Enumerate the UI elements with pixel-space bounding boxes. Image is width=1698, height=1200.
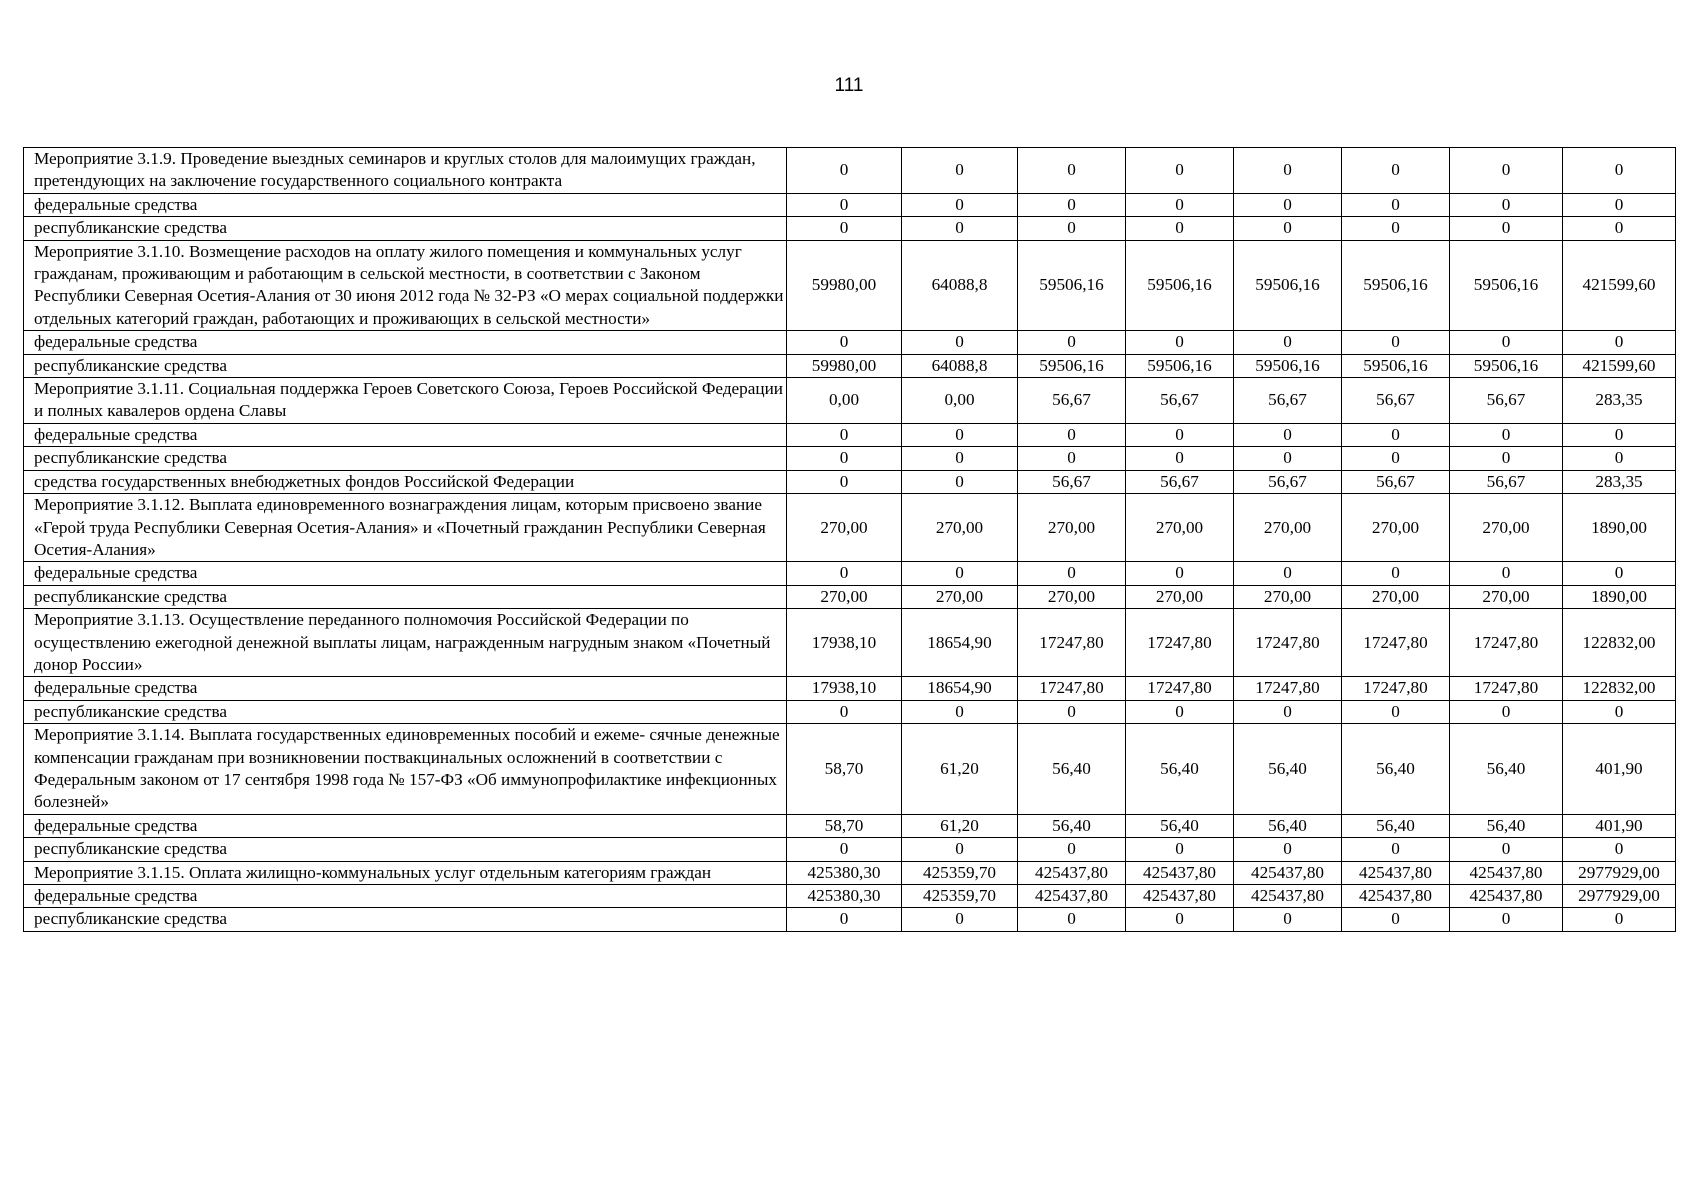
value-cell-col-6: 0: [1342, 193, 1450, 216]
value-cell-col-5: 0: [1234, 148, 1342, 194]
row-label: Мероприятие 3.1.9. Проведение выездных семинаров и круглых столов для малоимущих граждан, претендующих на заключение государственного социального контракта: [24, 148, 787, 194]
table-row: [24, 494, 1676, 562]
value-cell-col-2: 0: [902, 331, 1018, 354]
value-cell-col-8: 0: [1563, 423, 1676, 446]
value-cell-col-2: 425359,70: [902, 885, 1018, 908]
value-cell-col-2: 0,00: [902, 378, 1018, 424]
value-cell-col-1: 0: [787, 331, 902, 354]
row-label: Мероприятие 3.1.15. Оплата жилищно-коммунальных услуг отдельным категориям граждан: [24, 861, 787, 884]
value-cell-col-5: 56,67: [1234, 378, 1342, 424]
value-cell-col-7: 56,67: [1450, 470, 1563, 493]
value-cell-col-1: 0: [787, 193, 902, 216]
value-cell-col-1: 0: [787, 908, 902, 931]
value-cell-col-1: 58,70: [787, 814, 902, 837]
value-cell-col-2: 0: [902, 700, 1018, 723]
value-cell-col-4: 0: [1126, 217, 1234, 240]
table-row: [24, 447, 1676, 470]
value-cell-col-3: 56,40: [1018, 814, 1126, 837]
value-cell-col-8: 0: [1563, 217, 1676, 240]
value-cell-col-5: 56,40: [1234, 814, 1342, 837]
value-cell-col-7: 0: [1450, 423, 1563, 446]
value-cell-col-2: 0: [902, 148, 1018, 194]
value-cell-col-5: 59506,16: [1234, 354, 1342, 377]
value-cell-col-6: 0: [1342, 838, 1450, 861]
table-row: [24, 677, 1676, 700]
value-cell-col-1: 270,00: [787, 585, 902, 608]
row-label: Мероприятие 3.1.10. Возмещение расходов на оплату жилого помещения и коммунальных услуг гражданам, проживающим и работающим в сельской местности, в соответствии с Законом Республики Северная Осетия-Алания от 30 июня 2012 года № 32-РЗ «О мерах социальной поддержки отдельных категорий граждан, работающих и проживающих в сельской местности»: [24, 240, 787, 331]
table-row: [24, 331, 1676, 354]
value-cell-col-8: 421599,60: [1563, 240, 1676, 331]
value-cell-col-4: 0: [1126, 908, 1234, 931]
value-cell-col-8: 0: [1563, 148, 1676, 194]
row-label: федеральные средства: [24, 331, 787, 354]
value-cell-col-5: 0: [1234, 217, 1342, 240]
value-cell-col-4: 56,67: [1126, 470, 1234, 493]
row-label: республиканские средства: [24, 447, 787, 470]
value-cell-col-3: 56,40: [1018, 724, 1126, 815]
table-row: [24, 562, 1676, 585]
value-cell-col-4: 270,00: [1126, 494, 1234, 562]
value-cell-col-1: 0: [787, 217, 902, 240]
table-row: [24, 908, 1676, 931]
row-label: федеральные средства: [24, 814, 787, 837]
value-cell-col-8: 1890,00: [1563, 494, 1676, 562]
value-cell-col-6: 270,00: [1342, 585, 1450, 608]
value-cell-col-7: 56,40: [1450, 724, 1563, 815]
value-cell-col-3: 270,00: [1018, 585, 1126, 608]
value-cell-col-3: 59506,16: [1018, 354, 1126, 377]
value-cell-col-5: 0: [1234, 447, 1342, 470]
value-cell-col-5: 0: [1234, 423, 1342, 446]
row-label: республиканские средства: [24, 700, 787, 723]
value-cell-col-4: 56,40: [1126, 724, 1234, 815]
row-label: федеральные средства: [24, 562, 787, 585]
value-cell-col-3: 59506,16: [1018, 240, 1126, 331]
value-cell-col-7: 59506,16: [1450, 240, 1563, 331]
table-row: [24, 378, 1676, 424]
value-cell-col-1: 58,70: [787, 724, 902, 815]
value-cell-col-1: 425380,30: [787, 885, 902, 908]
row-label: Мероприятие 3.1.11. Социальная поддержка Героев Советского Союза, Героев Российской Федерации и полных кавалеров ордена Славы: [24, 378, 787, 424]
value-cell-col-1: 0: [787, 470, 902, 493]
value-cell-col-4: 425437,80: [1126, 861, 1234, 884]
value-cell-col-3: 270,00: [1018, 494, 1126, 562]
value-cell-col-2: 64088,8: [902, 240, 1018, 331]
value-cell-col-8: 122832,00: [1563, 677, 1676, 700]
value-cell-col-6: 56,40: [1342, 814, 1450, 837]
table-row: [24, 423, 1676, 446]
row-label: республиканские средства: [24, 908, 787, 931]
value-cell-col-6: 0: [1342, 217, 1450, 240]
value-cell-col-8: 2977929,00: [1563, 885, 1676, 908]
value-cell-col-2: 0: [902, 908, 1018, 931]
value-cell-col-7: 56,67: [1450, 378, 1563, 424]
value-cell-col-8: 0: [1563, 908, 1676, 931]
value-cell-col-3: 0: [1018, 908, 1126, 931]
value-cell-col-7: 270,00: [1450, 585, 1563, 608]
value-cell-col-6: 0: [1342, 423, 1450, 446]
value-cell-col-3: 17247,80: [1018, 609, 1126, 677]
table-row: [24, 585, 1676, 608]
value-cell-col-3: 425437,80: [1018, 861, 1126, 884]
value-cell-col-3: 0: [1018, 562, 1126, 585]
value-cell-col-3: 0: [1018, 447, 1126, 470]
table-row: [24, 814, 1676, 837]
table-row: [24, 700, 1676, 723]
value-cell-col-7: 0: [1450, 908, 1563, 931]
value-cell-col-5: 270,00: [1234, 494, 1342, 562]
table-row: [24, 148, 1676, 194]
budget-table: [23, 147, 1676, 932]
value-cell-col-4: 0: [1126, 447, 1234, 470]
row-label: республиканские средства: [24, 217, 787, 240]
value-cell-col-7: 0: [1450, 700, 1563, 723]
value-cell-col-7: 425437,80: [1450, 885, 1563, 908]
value-cell-col-6: 0: [1342, 700, 1450, 723]
value-cell-col-3: 0: [1018, 838, 1126, 861]
value-cell-col-6: 56,40: [1342, 724, 1450, 815]
value-cell-col-8: 401,90: [1563, 814, 1676, 837]
value-cell-col-6: 425437,80: [1342, 885, 1450, 908]
value-cell-col-2: 61,20: [902, 814, 1018, 837]
value-cell-col-5: 270,00: [1234, 585, 1342, 608]
value-cell-col-1: 0: [787, 838, 902, 861]
value-cell-col-6: 0: [1342, 908, 1450, 931]
value-cell-col-6: 270,00: [1342, 494, 1450, 562]
row-label: федеральные средства: [24, 677, 787, 700]
value-cell-col-5: 17247,80: [1234, 677, 1342, 700]
value-cell-col-6: 17247,80: [1342, 677, 1450, 700]
value-cell-col-5: 425437,80: [1234, 885, 1342, 908]
value-cell-col-4: 0: [1126, 193, 1234, 216]
value-cell-col-1: 59980,00: [787, 240, 902, 331]
value-cell-col-3: 425437,80: [1018, 885, 1126, 908]
value-cell-col-3: 0: [1018, 217, 1126, 240]
value-cell-col-7: 17247,80: [1450, 609, 1563, 677]
value-cell-col-6: 425437,80: [1342, 861, 1450, 884]
value-cell-col-3: 0: [1018, 700, 1126, 723]
value-cell-col-5: 56,40: [1234, 724, 1342, 815]
value-cell-col-1: 17938,10: [787, 609, 902, 677]
value-cell-col-8: 0: [1563, 193, 1676, 216]
value-cell-col-7: 0: [1450, 193, 1563, 216]
value-cell-col-7: 0: [1450, 447, 1563, 470]
value-cell-col-6: 0: [1342, 331, 1450, 354]
row-label: республиканские средства: [24, 585, 787, 608]
row-label: республиканские средства: [24, 838, 787, 861]
value-cell-col-2: 0: [902, 193, 1018, 216]
budget-table-body: [24, 148, 1676, 932]
value-cell-col-3: 56,67: [1018, 470, 1126, 493]
value-cell-col-2: 425359,70: [902, 861, 1018, 884]
value-cell-col-6: 56,67: [1342, 378, 1450, 424]
value-cell-col-4: 0: [1126, 838, 1234, 861]
value-cell-col-4: 0: [1126, 331, 1234, 354]
row-label: Мероприятие 3.1.14. Выплата государственных единовременных пособий и ежеме- сячные денежные компенсации гражданам при возникновении поствакцинальных осложнений в соответствии с Федеральным законом от 17 сентября 1998 года № 157-ФЗ «Об иммунопрофилактике инфекционных болезней»: [24, 724, 787, 815]
value-cell-col-7: 17247,80: [1450, 677, 1563, 700]
value-cell-col-2: 270,00: [902, 585, 1018, 608]
value-cell-col-8: 2977929,00: [1563, 861, 1676, 884]
value-cell-col-8: 0: [1563, 562, 1676, 585]
row-label: федеральные средства: [24, 423, 787, 446]
value-cell-col-5: 0: [1234, 193, 1342, 216]
value-cell-col-7: 56,40: [1450, 814, 1563, 837]
value-cell-col-7: 0: [1450, 148, 1563, 194]
value-cell-col-7: 59506,16: [1450, 354, 1563, 377]
row-label: средства государственных внебюджетных фондов Российской Федерации: [24, 470, 787, 493]
value-cell-col-4: 17247,80: [1126, 677, 1234, 700]
value-cell-col-6: 59506,16: [1342, 240, 1450, 331]
value-cell-col-7: 425437,80: [1450, 861, 1563, 884]
table-row: [24, 724, 1676, 815]
value-cell-col-5: 0: [1234, 908, 1342, 931]
value-cell-col-4: 0: [1126, 562, 1234, 585]
value-cell-col-6: 17247,80: [1342, 609, 1450, 677]
value-cell-col-6: 59506,16: [1342, 354, 1450, 377]
value-cell-col-8: 0: [1563, 331, 1676, 354]
value-cell-col-1: 59980,00: [787, 354, 902, 377]
table-row: [24, 240, 1676, 331]
value-cell-col-4: 59506,16: [1126, 240, 1234, 331]
table-row: [24, 609, 1676, 677]
table-row: [24, 217, 1676, 240]
value-cell-col-2: 0: [902, 838, 1018, 861]
value-cell-col-8: 283,35: [1563, 378, 1676, 424]
value-cell-col-3: 0: [1018, 423, 1126, 446]
value-cell-col-3: 0: [1018, 331, 1126, 354]
value-cell-col-2: 0: [902, 423, 1018, 446]
value-cell-col-1: 0: [787, 700, 902, 723]
table-row: [24, 470, 1676, 493]
value-cell-col-4: 0: [1126, 148, 1234, 194]
value-cell-col-1: 0: [787, 562, 902, 585]
value-cell-col-1: 0: [787, 423, 902, 446]
value-cell-col-8: 401,90: [1563, 724, 1676, 815]
table-row: [24, 885, 1676, 908]
value-cell-col-4: 0: [1126, 423, 1234, 446]
value-cell-col-5: 0: [1234, 838, 1342, 861]
value-cell-col-5: 17247,80: [1234, 609, 1342, 677]
value-cell-col-7: 270,00: [1450, 494, 1563, 562]
value-cell-col-5: 0: [1234, 331, 1342, 354]
value-cell-col-8: 122832,00: [1563, 609, 1676, 677]
value-cell-col-5: 59506,16: [1234, 240, 1342, 331]
value-cell-col-3: 0: [1018, 148, 1126, 194]
row-label: федеральные средства: [24, 193, 787, 216]
value-cell-col-2: 18654,90: [902, 609, 1018, 677]
value-cell-col-4: 56,67: [1126, 378, 1234, 424]
value-cell-col-2: 270,00: [902, 494, 1018, 562]
value-cell-col-4: 0: [1126, 700, 1234, 723]
value-cell-col-7: 0: [1450, 562, 1563, 585]
value-cell-col-2: 0: [902, 562, 1018, 585]
row-label: республиканские средства: [24, 354, 787, 377]
table-row: [24, 861, 1676, 884]
value-cell-col-8: 0: [1563, 700, 1676, 723]
value-cell-col-5: 425437,80: [1234, 861, 1342, 884]
table-row: [24, 354, 1676, 377]
value-cell-col-2: 0: [902, 217, 1018, 240]
row-label: федеральные средства: [24, 885, 787, 908]
value-cell-col-8: 283,35: [1563, 470, 1676, 493]
value-cell-col-6: 56,67: [1342, 470, 1450, 493]
table-row: [24, 193, 1676, 216]
value-cell-col-4: 270,00: [1126, 585, 1234, 608]
value-cell-col-4: 56,40: [1126, 814, 1234, 837]
value-cell-col-4: 425437,80: [1126, 885, 1234, 908]
page-number: 111: [834, 75, 864, 96]
value-cell-col-4: 59506,16: [1126, 354, 1234, 377]
value-cell-col-4: 17247,80: [1126, 609, 1234, 677]
value-cell-col-6: 0: [1342, 447, 1450, 470]
value-cell-col-2: 18654,90: [902, 677, 1018, 700]
value-cell-col-5: 0: [1234, 562, 1342, 585]
value-cell-col-8: 1890,00: [1563, 585, 1676, 608]
value-cell-col-1: 0,00: [787, 378, 902, 424]
value-cell-col-7: 0: [1450, 217, 1563, 240]
value-cell-col-2: 61,20: [902, 724, 1018, 815]
value-cell-col-7: 0: [1450, 838, 1563, 861]
value-cell-col-1: 17938,10: [787, 677, 902, 700]
value-cell-col-2: 64088,8: [902, 354, 1018, 377]
value-cell-col-6: 0: [1342, 148, 1450, 194]
value-cell-col-1: 0: [787, 447, 902, 470]
value-cell-col-6: 0: [1342, 562, 1450, 585]
value-cell-col-5: 0: [1234, 700, 1342, 723]
value-cell-col-7: 0: [1450, 331, 1563, 354]
row-label: Мероприятие 3.1.13. Осуществление переданного полномочия Российской Федерации по осуществлению ежегодной денежной выплаты лицам, награжденным нагрудным знаком «Почетный донор России»: [24, 609, 787, 677]
table-row: [24, 838, 1676, 861]
value-cell-col-1: 0: [787, 148, 902, 194]
row-label: Мероприятие 3.1.12. Выплата единовременного вознаграждения лицам, которым присвоено звание «Герой труда Республики Северная Осетия-Алания» и «Почетный гражданин Республики Северная Осетия-Алания»: [24, 494, 787, 562]
value-cell-col-2: 0: [902, 447, 1018, 470]
value-cell-col-8: 0: [1563, 838, 1676, 861]
value-cell-col-2: 0: [902, 470, 1018, 493]
value-cell-col-1: 425380,30: [787, 861, 902, 884]
value-cell-col-8: 0: [1563, 447, 1676, 470]
value-cell-col-3: 17247,80: [1018, 677, 1126, 700]
value-cell-col-3: 0: [1018, 193, 1126, 216]
value-cell-col-3: 56,67: [1018, 378, 1126, 424]
value-cell-col-8: 421599,60: [1563, 354, 1676, 377]
value-cell-col-1: 270,00: [787, 494, 902, 562]
value-cell-col-5: 56,67: [1234, 470, 1342, 493]
